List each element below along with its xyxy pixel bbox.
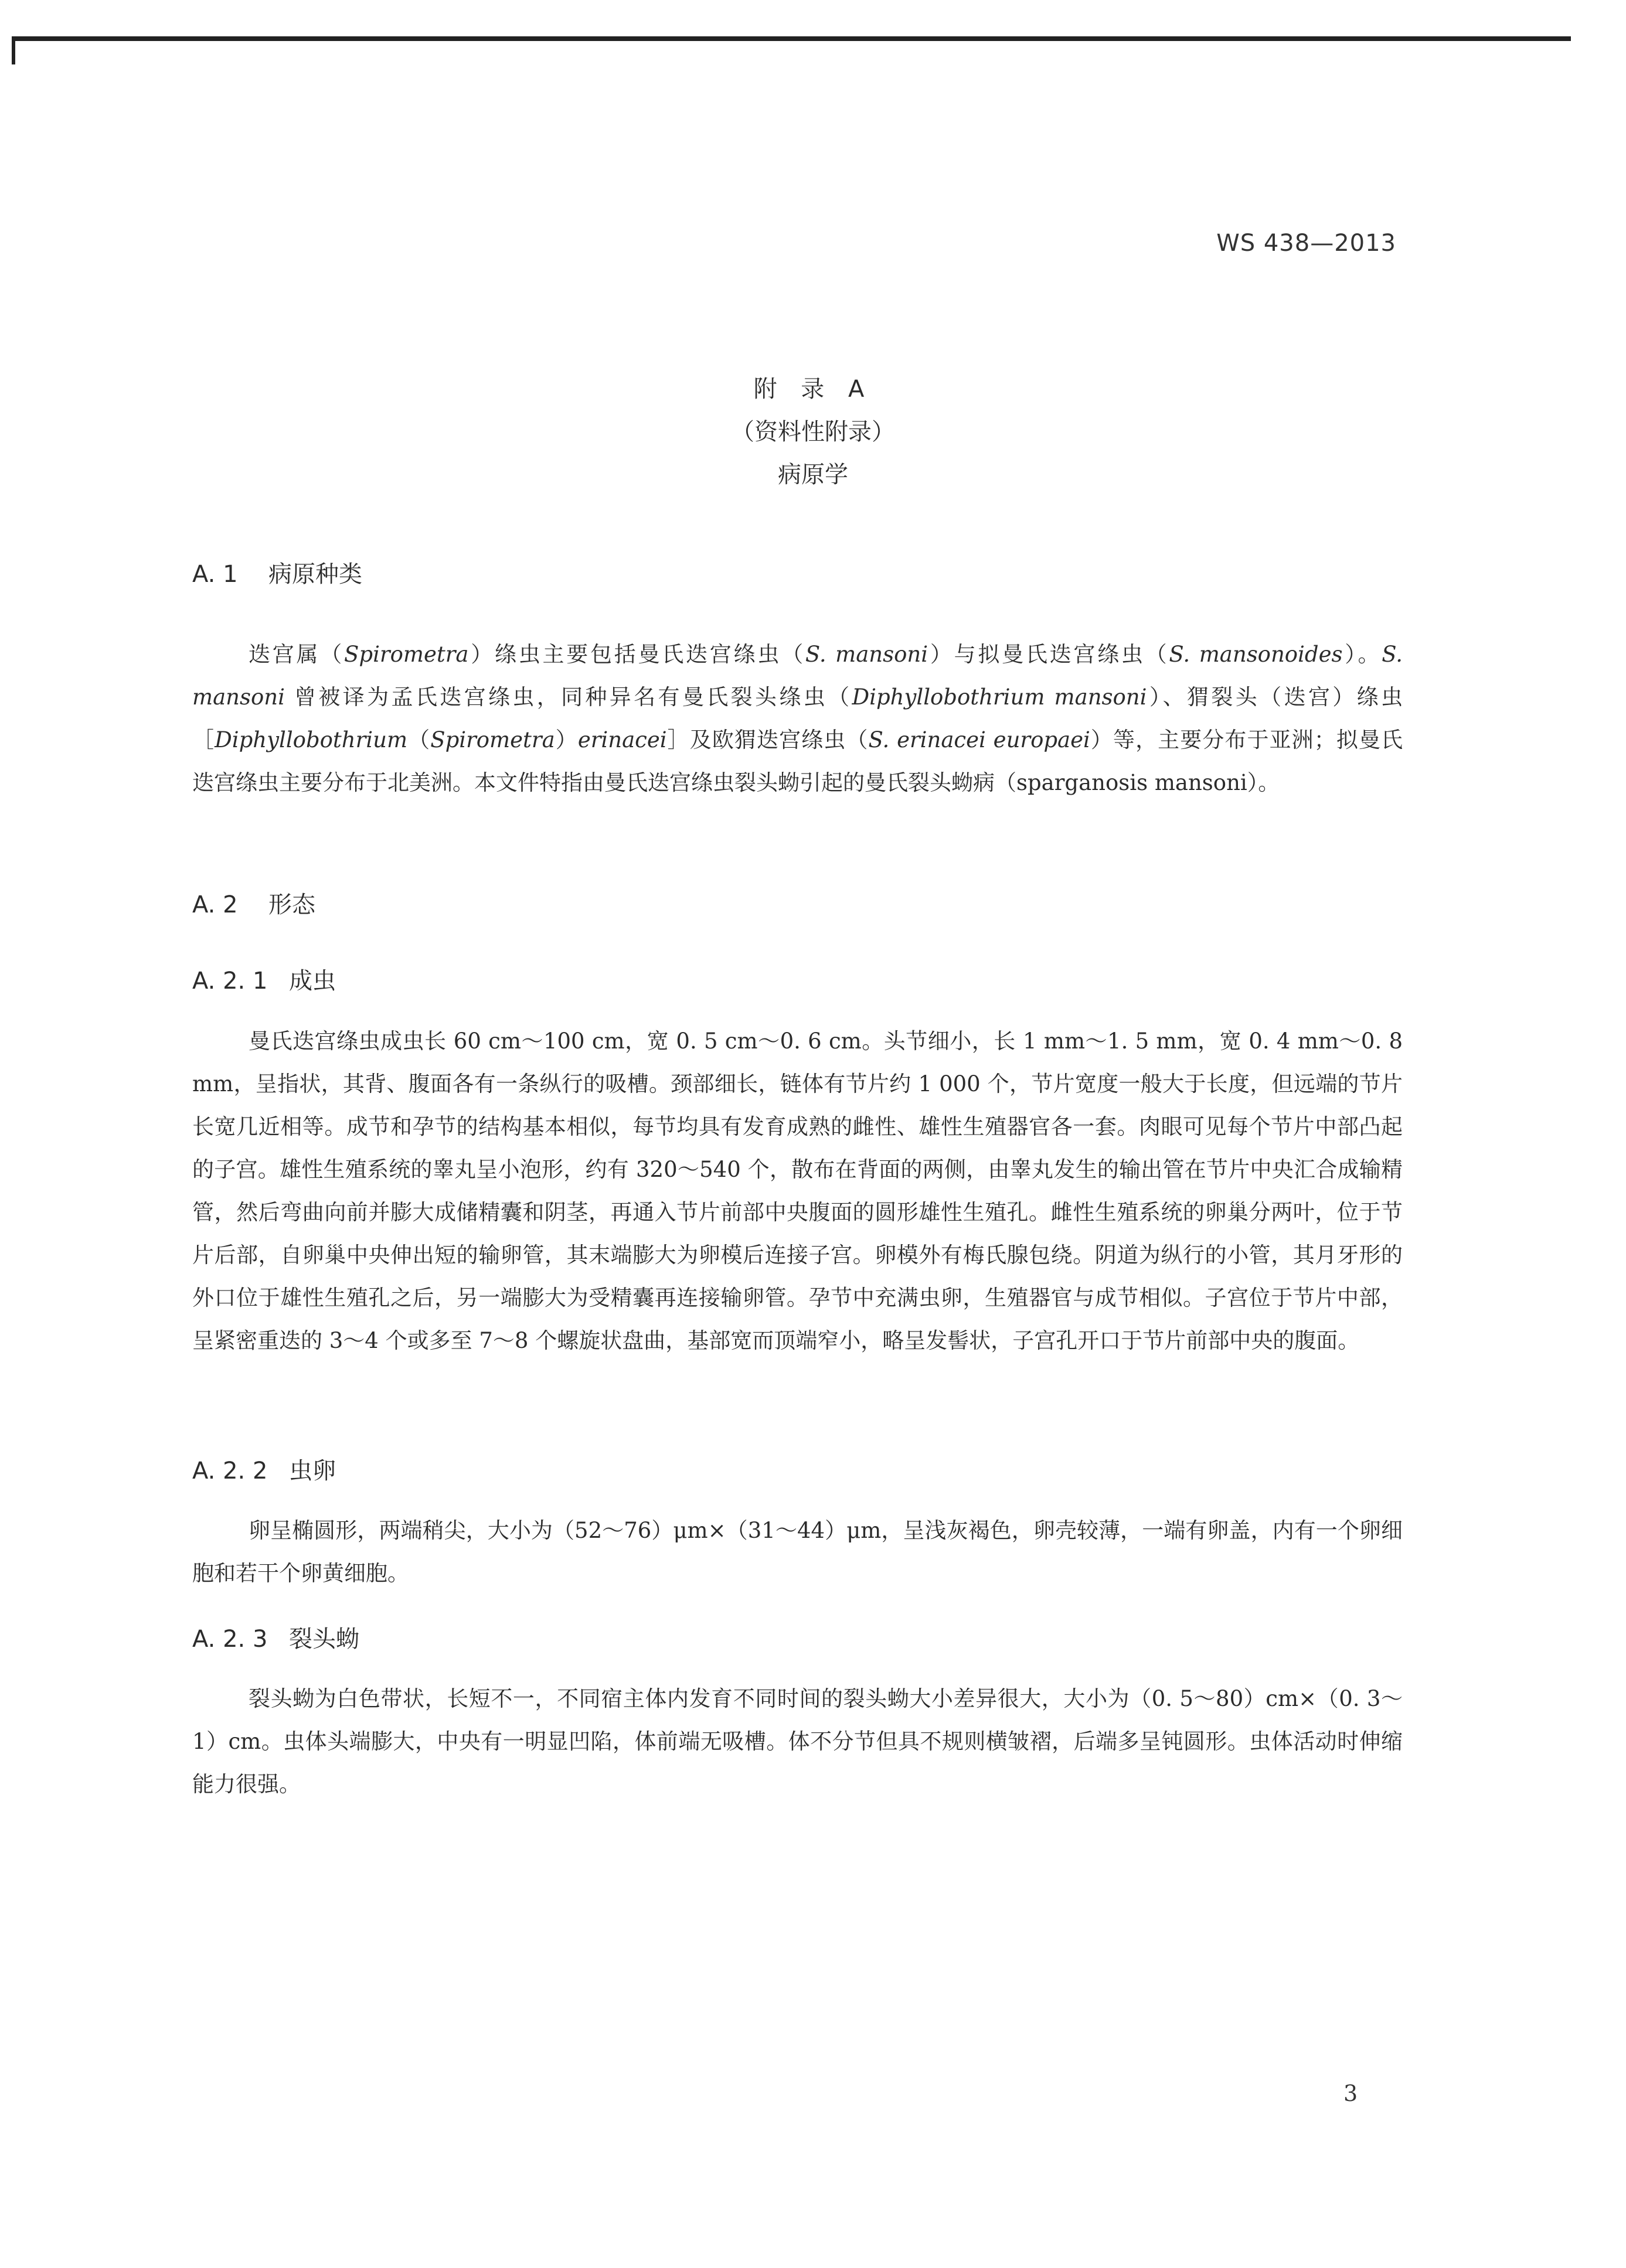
header-rule-tick: [12, 41, 15, 64]
section-a1-number: A. 1: [192, 561, 238, 588]
section-a22-number: A. 2. 2: [192, 1457, 268, 1484]
section-a23-paragraph: 裂头蚴为白色带状，长短不一，不同宿主体内发育不同时间的裂头蚴大小差异很大，大小为（0. 5～80）cm×（0. 3～1）cm。虫体头端膨大，中央有一明显凹陷，体前端无吸槽。体不分节但具不规则横皱褶，后端多呈钝圆形。虫体活动时伸缩能力很强。: [192, 1686, 1403, 1797]
section-a22-title: 虫卵: [289, 1457, 336, 1484]
italic-term: Spirometra: [344, 642, 469, 667]
italic-term: Spirometra: [430, 727, 555, 752]
text-run: 曾被译为孟氏迭宫绦虫，同种异名有曼氏裂头绦虫（: [284, 685, 852, 710]
italic-term: Diphyllobothrium: [215, 727, 408, 752]
section-a1-paragraph: [192, 633, 1403, 804]
text-run: ）绦虫主要包括曼氏迭宫绦虫（: [468, 642, 805, 667]
section-a22-heading: [192, 1452, 336, 1486]
text-run: ）、猬裂头（迭宫）绦虫［: [192, 685, 1403, 752]
section-a1-title: 病原种类: [268, 561, 362, 588]
section-a21-title: 成虫: [289, 968, 336, 995]
section-a2-number: A. 2: [192, 891, 238, 918]
text-run: ）等，主要分布于亚洲；拟曼氏迭宫绦虫主要分布于北美洲。本文件特指由曼氏迭宫绦虫裂头蚴引起的曼氏裂头蚴病（sparganosis mansoni）。: [192, 727, 1403, 795]
text-run: ）: [555, 727, 578, 752]
appendix-name: 病原学: [778, 461, 848, 488]
page-number: 3: [1343, 2080, 1358, 2106]
section-a23-number: A. 2. 3: [192, 1626, 268, 1653]
appendix-subtitle: （资料性附录）: [731, 418, 895, 445]
header-rule: [12, 36, 1571, 41]
section-a21-paragraph: 曼氏迭宫绦虫成虫长 60 cm～100 cm，宽 0. 5 cm～0. 6 cm。头节细小，长 1 mm～1. 5 mm，宽 0. 4 mm～0. 8 mm，呈指状，其背、腹面各有一条纵行的吸槽。颈部细长，链体有节片约 1 000 个，节片宽度一般大于长度，但远端的节片长宽几近相等。成节和孕节的结构基本相似，每节均具有发育成熟的雌性、雄性生殖器官各一套。肉眼可见每个节片中部凸起的子宫。雄性生殖系统的睾丸呈小泡形，约有 320～540 个，散布在背面的两侧，由睾丸发生的输出管在节片中央汇合成输精管，然后弯曲向前并膨大成储精囊和阴茎，再通入节片前部中央腹面的圆形雄性生殖孔。雌性生殖系统的卵巢分两叶，位于节片后部，自卵巢中央伸出短的输卵管，其末端膨大为卵模后连接子宫。卵模外有梅氏腺包绕。阴道为纵行的小管，其月牙形的外口位于雄性生殖孔之后，另一端膨大为受精囊再连接输卵管。孕节中充满虫卵，生殖器官与成节相似。子宫位于节片中部，呈紧密重迭的 3～4 个或多至 7～8 个螺旋状盘曲，基部宽而顶端窄小，略呈发髻状，子宫孔开口于节片前部中央的腹面。: [192, 1029, 1403, 1353]
section-a23-heading: [192, 1620, 359, 1654]
section-a21-heading: [192, 962, 336, 996]
section-a2-heading: [192, 886, 315, 920]
text-run: ］及欧猬迭宫绦虫（: [666, 727, 869, 752]
section-a22-paragraph: 卵呈椭圆形，两端稍尖，大小为（52～76）μm×（31～44）μm，呈浅灰褐色，卵壳较薄，一端有卵盖，内有一个卵细胞和若干个卵黄细胞。: [192, 1518, 1403, 1586]
italic-term: S. mansoni: [192, 642, 1403, 710]
section-a1-heading: [192, 556, 362, 589]
text-run: ）与拟曼氏迭宫绦虫（: [928, 642, 1169, 667]
italic-term: S. mansonoides: [1169, 642, 1343, 667]
text-run: ）。: [1342, 642, 1382, 667]
italic-term: Diphyllobothrium mansoni: [852, 685, 1147, 710]
appendix-title: 附 录 A: [753, 376, 873, 403]
italic-term: S. erinacei europaei: [868, 727, 1090, 752]
document-code: WS 438—2013: [1216, 230, 1396, 257]
section-a21-number: A. 2. 1: [192, 968, 268, 995]
italic-term: S. mansoni: [805, 642, 928, 667]
section-a2-title: 形态: [268, 891, 315, 918]
italic-term: erinacei: [577, 727, 667, 752]
text-run: 迭宫属（: [249, 642, 345, 667]
text-run: （: [407, 727, 431, 752]
section-a23-title: 裂头蚴: [289, 1626, 359, 1653]
